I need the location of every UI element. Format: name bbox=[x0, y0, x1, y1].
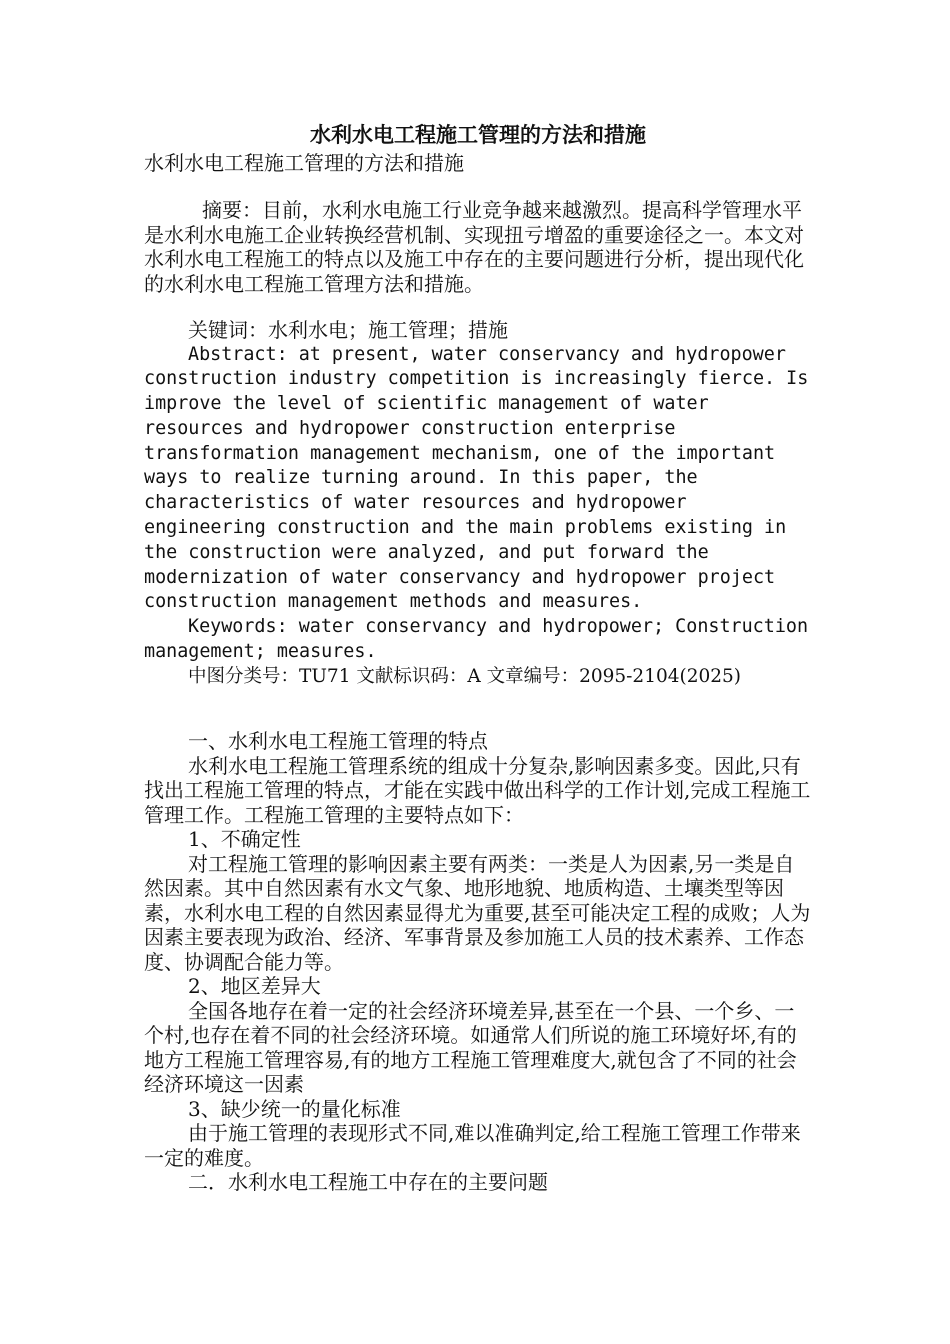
item-2-text: 全国各地存在着一定的社会经济环境差异,甚至在一个县、一个乡、一个村,也存在着不同的社会经济环境。如通常人们所说的施工环境好坏,有的地方工程施工管理容易,有的地方工程施工管理难度大,就包含了不同的社会经济环境这一因素 bbox=[144, 998, 797, 1097]
section-heading-1: 一、水利水电工程施工管理的特点 bbox=[188, 729, 488, 754]
item-heading-1: 1、不确定性 bbox=[188, 827, 301, 852]
spacer bbox=[144, 689, 812, 729]
item-heading-3: 3、缺少统一的量化标准 bbox=[188, 1096, 401, 1121]
abstract-chinese: 摘要：目前，水利水电施工行业竞争越来越激烈。提高科学管理水平是水利水电施工企业转换经营机制、实现扭亏增盈的重要途径之一。本文对水利水电工程施工的特点以及施工中存在的主要问题进行分析，提出现代化的水利水电工程施工管理方法和措施。 bbox=[144, 198, 804, 296]
abstract-english: Abstract: at present, water conservancy and hydropower construction industry competition is increasingly fierce. Is improve the level of scientific management of water resources and hydropower construction enterprise transformation management mechanism, one of the important ways to realize turning around. In this paper, the characteristics of water resources and hydropower engineering construction and the main problems existing in the construction were analyzed, and put forward the modernization of water conservancy and hydropower project construction management methods and measures. bbox=[144, 343, 809, 613]
keywords-english: Keywords: water conservancy and hydropower; Construction management; measures. bbox=[144, 616, 809, 663]
keywords-chinese: 关键词：水利水电；施工管理；措施 bbox=[188, 318, 508, 342]
item-1-text: 对工程施工管理的影响因素主要有两类：一类是人为因素,另一类是自然因素。其中自然因素有水文气象、地形地貌、地质构造、土壤类型等因素，水利水电工程的自然因素显得尤为重要,甚至可能决定工程的成败；人为因素主要表现为政治、经济、军事背景及参加施工人员的技术素养、工作态度、协调配合能力等。 bbox=[144, 851, 811, 974]
item-3-text: 由于施工管理的表现形式不同,难以准确判定,给工程施工管理工作带来一定的难度。 bbox=[144, 1121, 801, 1170]
spacer bbox=[144, 176, 812, 198]
document-subtitle: 水利水电工程施工管理的方法和措施 bbox=[144, 151, 464, 175]
document-title: 水利水电工程施工管理的方法和措施 bbox=[310, 122, 646, 147]
classification-line: 中图分类号：TU71 文献标识码：A 文章编号：2095-2104(2025) bbox=[188, 665, 742, 687]
spacer bbox=[144, 296, 812, 318]
document-page bbox=[144, 120, 812, 1195]
section-1-intro: 水利水电工程施工管理系统的组成十分复杂,影响因素多变。因此,只有找出工程施工管理的特点，才能在实践中做出科学的工作计划,完成工程施工管理工作。工程施工管理的主要特点如下： bbox=[144, 753, 811, 827]
section-heading-2: 二．水利水电工程施工中存在的主要问题 bbox=[188, 1170, 548, 1195]
item-heading-2: 2、地区差异大 bbox=[188, 974, 321, 999]
